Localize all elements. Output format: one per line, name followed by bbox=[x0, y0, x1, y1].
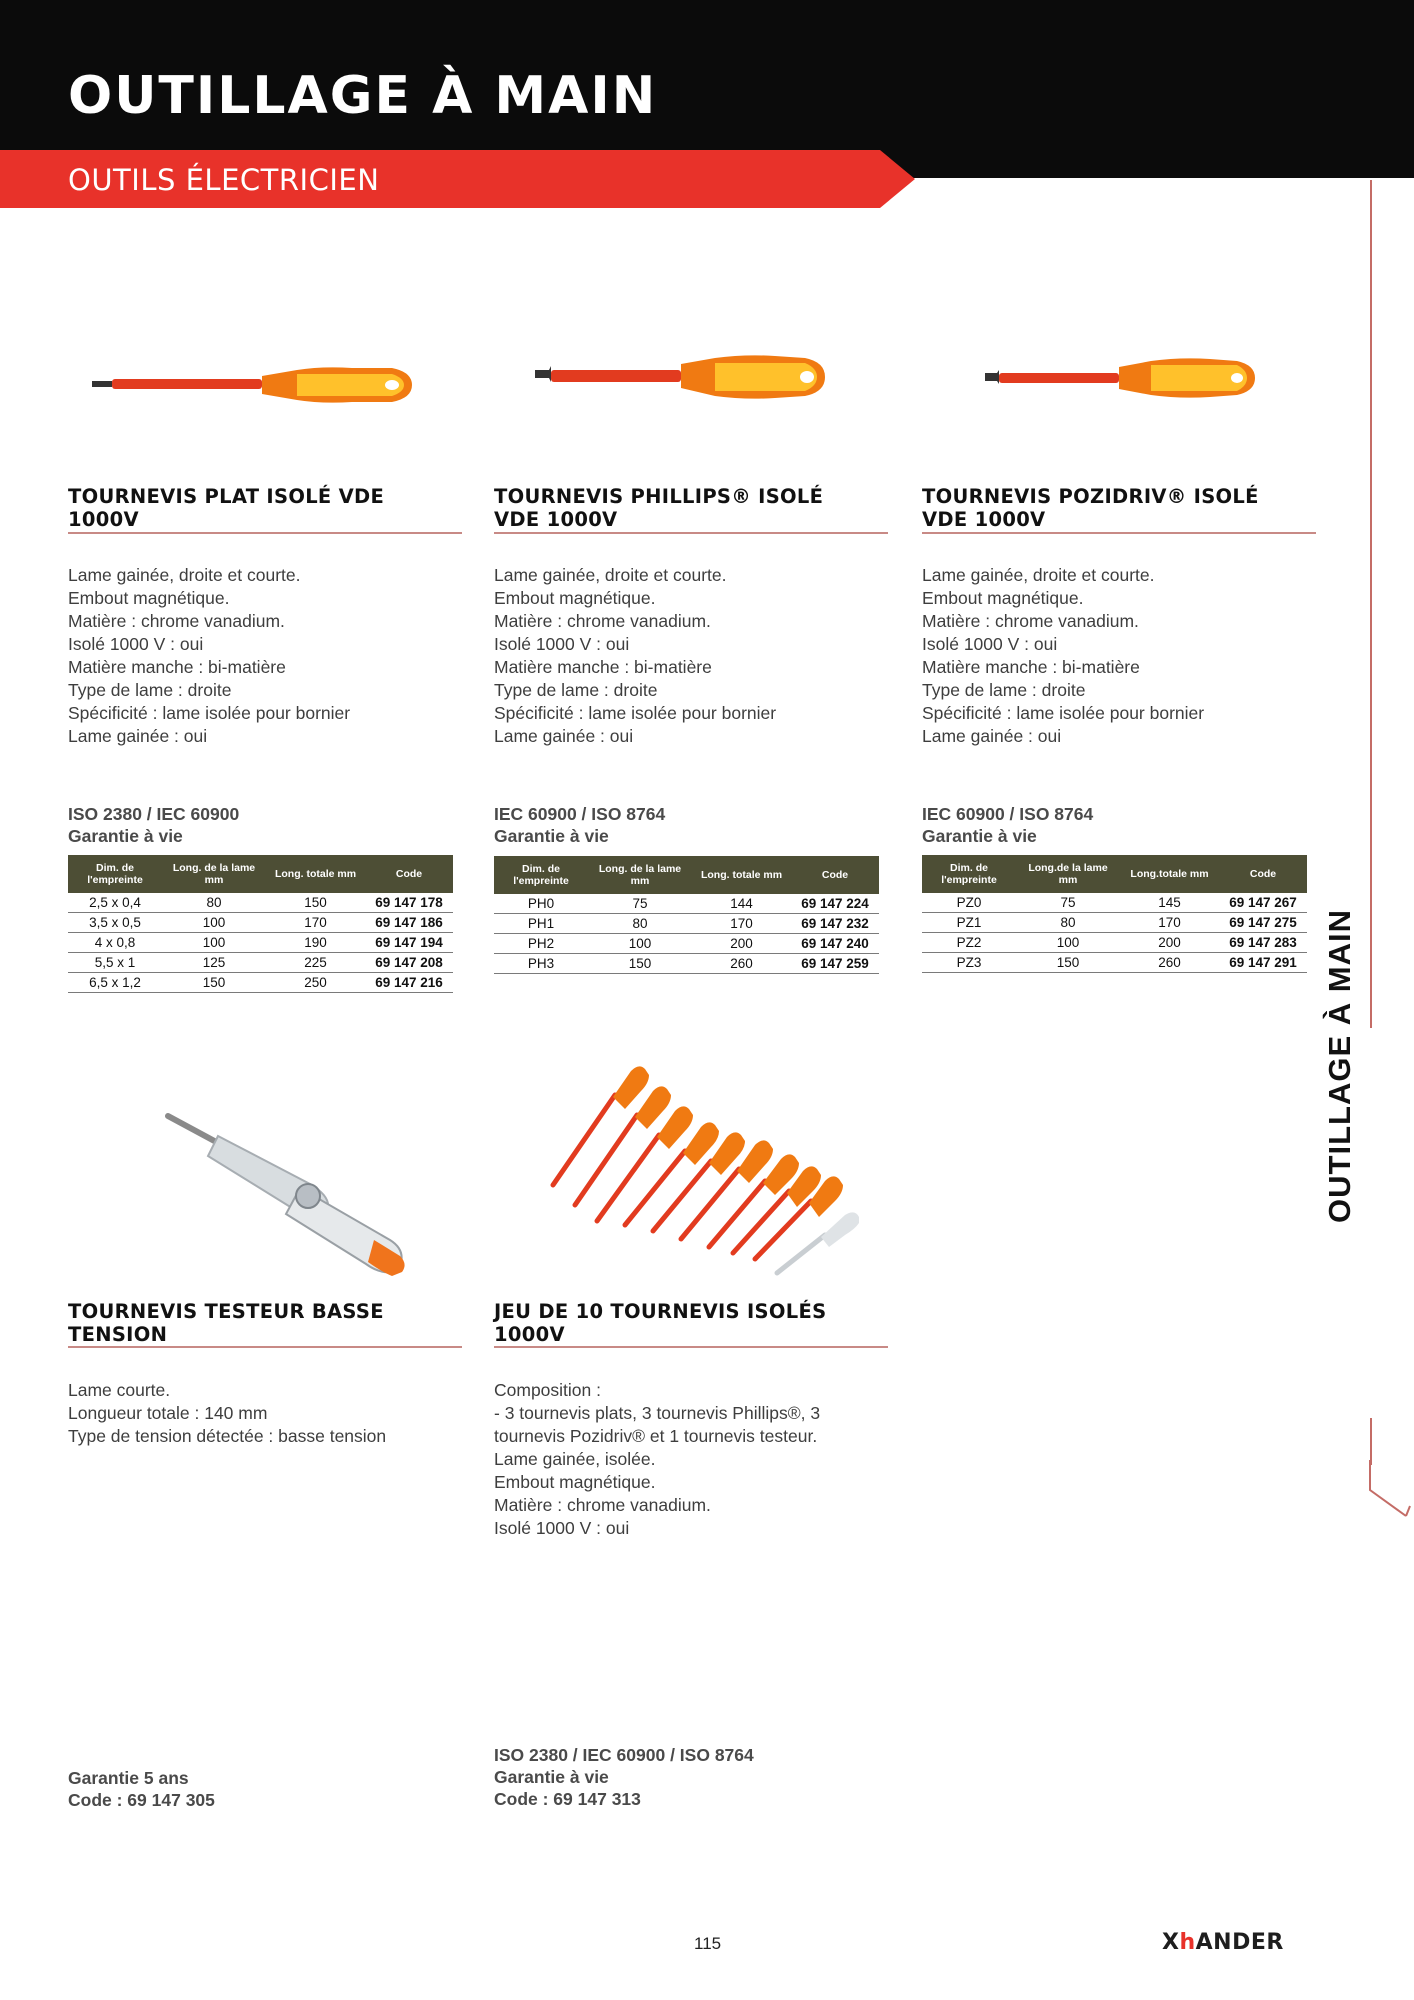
page-title: OUTILLAGE À MAIN bbox=[68, 66, 658, 126]
col-header: Code bbox=[365, 855, 453, 893]
spec-table bbox=[922, 855, 1307, 973]
table-row: PZ3 150 260 69 147 291 bbox=[922, 953, 1307, 973]
product-standard: IEC 60900 / ISO 8764 Garantie à vie bbox=[494, 804, 666, 846]
table-row: PH2 100 200 69 147 240 bbox=[494, 934, 879, 954]
product-description: Composition : - 3 tournevis plats, 3 tournevis Phillips®, 3 tournevis Pozidriv® et 1 tournevis testeur. Lame gainée, isolée. Embout magnétique. Matière : chrome vanadium. Isolé 1000 V : oui bbox=[494, 1380, 821, 1538]
col-header: Dim. de l'empreinte bbox=[68, 855, 162, 893]
table-row: PH0 75 144 69 147 224 bbox=[494, 894, 879, 914]
product-title: TOURNEVIS POZIDRIV® ISOLÉ VDE 1000V bbox=[922, 485, 1259, 531]
table-row: PH1 80 170 69 147 232 bbox=[494, 914, 879, 934]
table-row: 4 x 0,8 100 190 69 147 194 bbox=[68, 933, 453, 953]
screwdriver-set-icon bbox=[545, 1055, 875, 1280]
voltage-tester-icon bbox=[160, 1100, 420, 1280]
spec-table bbox=[68, 855, 453, 993]
table-row: PH3 150 260 69 147 259 bbox=[494, 954, 879, 974]
title-divider bbox=[68, 532, 462, 534]
col-header: Long. totale mm bbox=[266, 855, 365, 893]
product-title: TOURNEVIS PHILLIPS® ISOLÉ VDE 1000V bbox=[494, 485, 824, 531]
section-title: OUTILS ÉLECTRICIEN bbox=[68, 163, 380, 197]
product-title: TOURNEVIS PLAT ISOLÉ VDE 1000V bbox=[68, 485, 385, 531]
brand-logo: XhANDER bbox=[1162, 1930, 1284, 1955]
col-header: Code bbox=[791, 856, 879, 894]
product-title: TOURNEVIS TESTEUR BASSE TENSION bbox=[68, 1300, 384, 1346]
col-header: Long.de la lame mm bbox=[1016, 855, 1120, 893]
col-header: Long. totale mm bbox=[692, 856, 791, 894]
table-row: PZ0 75 145 69 147 267 bbox=[922, 893, 1307, 913]
table-row: PZ2 100 200 69 147 283 bbox=[922, 933, 1307, 953]
spec-table bbox=[494, 856, 879, 974]
product-title: JEU DE 10 TOURNEVIS ISOLÉS 1000V bbox=[494, 1300, 827, 1346]
col-header: Dim. de l'empreinte bbox=[494, 856, 588, 894]
product-description: Lame gainée, droite et courte. Embout magnétique. Matière : chrome vanadium. Isolé 1000 V : oui Matière manche : bi-matière Type de lame : droite Spécificité : lame isolée pour bornier Lame gainée : oui bbox=[68, 565, 351, 746]
side-arrow-icon bbox=[1368, 1460, 1412, 1520]
col-header: Long. de la lame mm bbox=[588, 856, 692, 894]
table-row: 5,5 x 1 125 225 69 147 208 bbox=[68, 953, 453, 973]
product-warranty-code: Garantie 5 ans Code : 69 147 305 bbox=[68, 1768, 215, 1810]
product-standard: ISO 2380 / IEC 60900 Garantie à vie bbox=[68, 804, 240, 846]
page-number: 115 bbox=[694, 1934, 722, 1953]
col-header: Long. de la lame mm bbox=[162, 855, 266, 893]
product-warranty-code: ISO 2380 / IEC 60900 / ISO 8764 Garantie à vie Code : 69 147 313 bbox=[494, 1745, 754, 1809]
col-header: Code bbox=[1219, 855, 1307, 893]
table-row: 2,5 x 0,4 80 150 69 147 178 bbox=[68, 893, 453, 913]
table-row: 3,5 x 0,5 100 170 69 147 186 bbox=[68, 913, 453, 933]
side-rule-gap bbox=[1360, 1028, 1384, 1418]
product-description: Lame courte. Longueur totale : 140 mm Type de tension détectée : basse tension bbox=[68, 1380, 387, 1446]
col-header: Dim. de l'empreinte bbox=[922, 855, 1016, 893]
side-section-label: OUTILLAGE À MAIN bbox=[1322, 909, 1357, 1223]
product-standard: IEC 60900 / ISO 8764 Garantie à vie bbox=[922, 804, 1094, 846]
table-row: PZ1 80 170 69 147 275 bbox=[922, 913, 1307, 933]
product-description: Lame gainée, droite et courte. Embout magnétique. Matière : chrome vanadium. Isolé 1000 V : oui Matière manche : bi-matière Type de lame : droite Spécificité : lame isolée pour bornier Lame gainée : oui bbox=[494, 565, 777, 746]
col-header: Long.totale mm bbox=[1120, 855, 1219, 893]
title-divider bbox=[494, 532, 888, 534]
title-divider bbox=[922, 532, 1316, 534]
phillips-screwdriver-icon bbox=[535, 350, 825, 405]
product-description: Lame gainée, droite et courte. Embout magnétique. Matière : chrome vanadium. Isolé 1000 V : oui Matière manche : bi-matière Type de lame : droite Spécificité : lame isolée pour bornier Lame gainée : oui bbox=[922, 565, 1205, 746]
flat-screwdriver-icon bbox=[92, 360, 412, 410]
title-divider bbox=[494, 1346, 888, 1348]
table-row: 6,5 x 1,2 150 250 69 147 216 bbox=[68, 973, 453, 993]
pozidriv-screwdriver-icon bbox=[985, 353, 1255, 403]
title-divider bbox=[68, 1346, 462, 1348]
